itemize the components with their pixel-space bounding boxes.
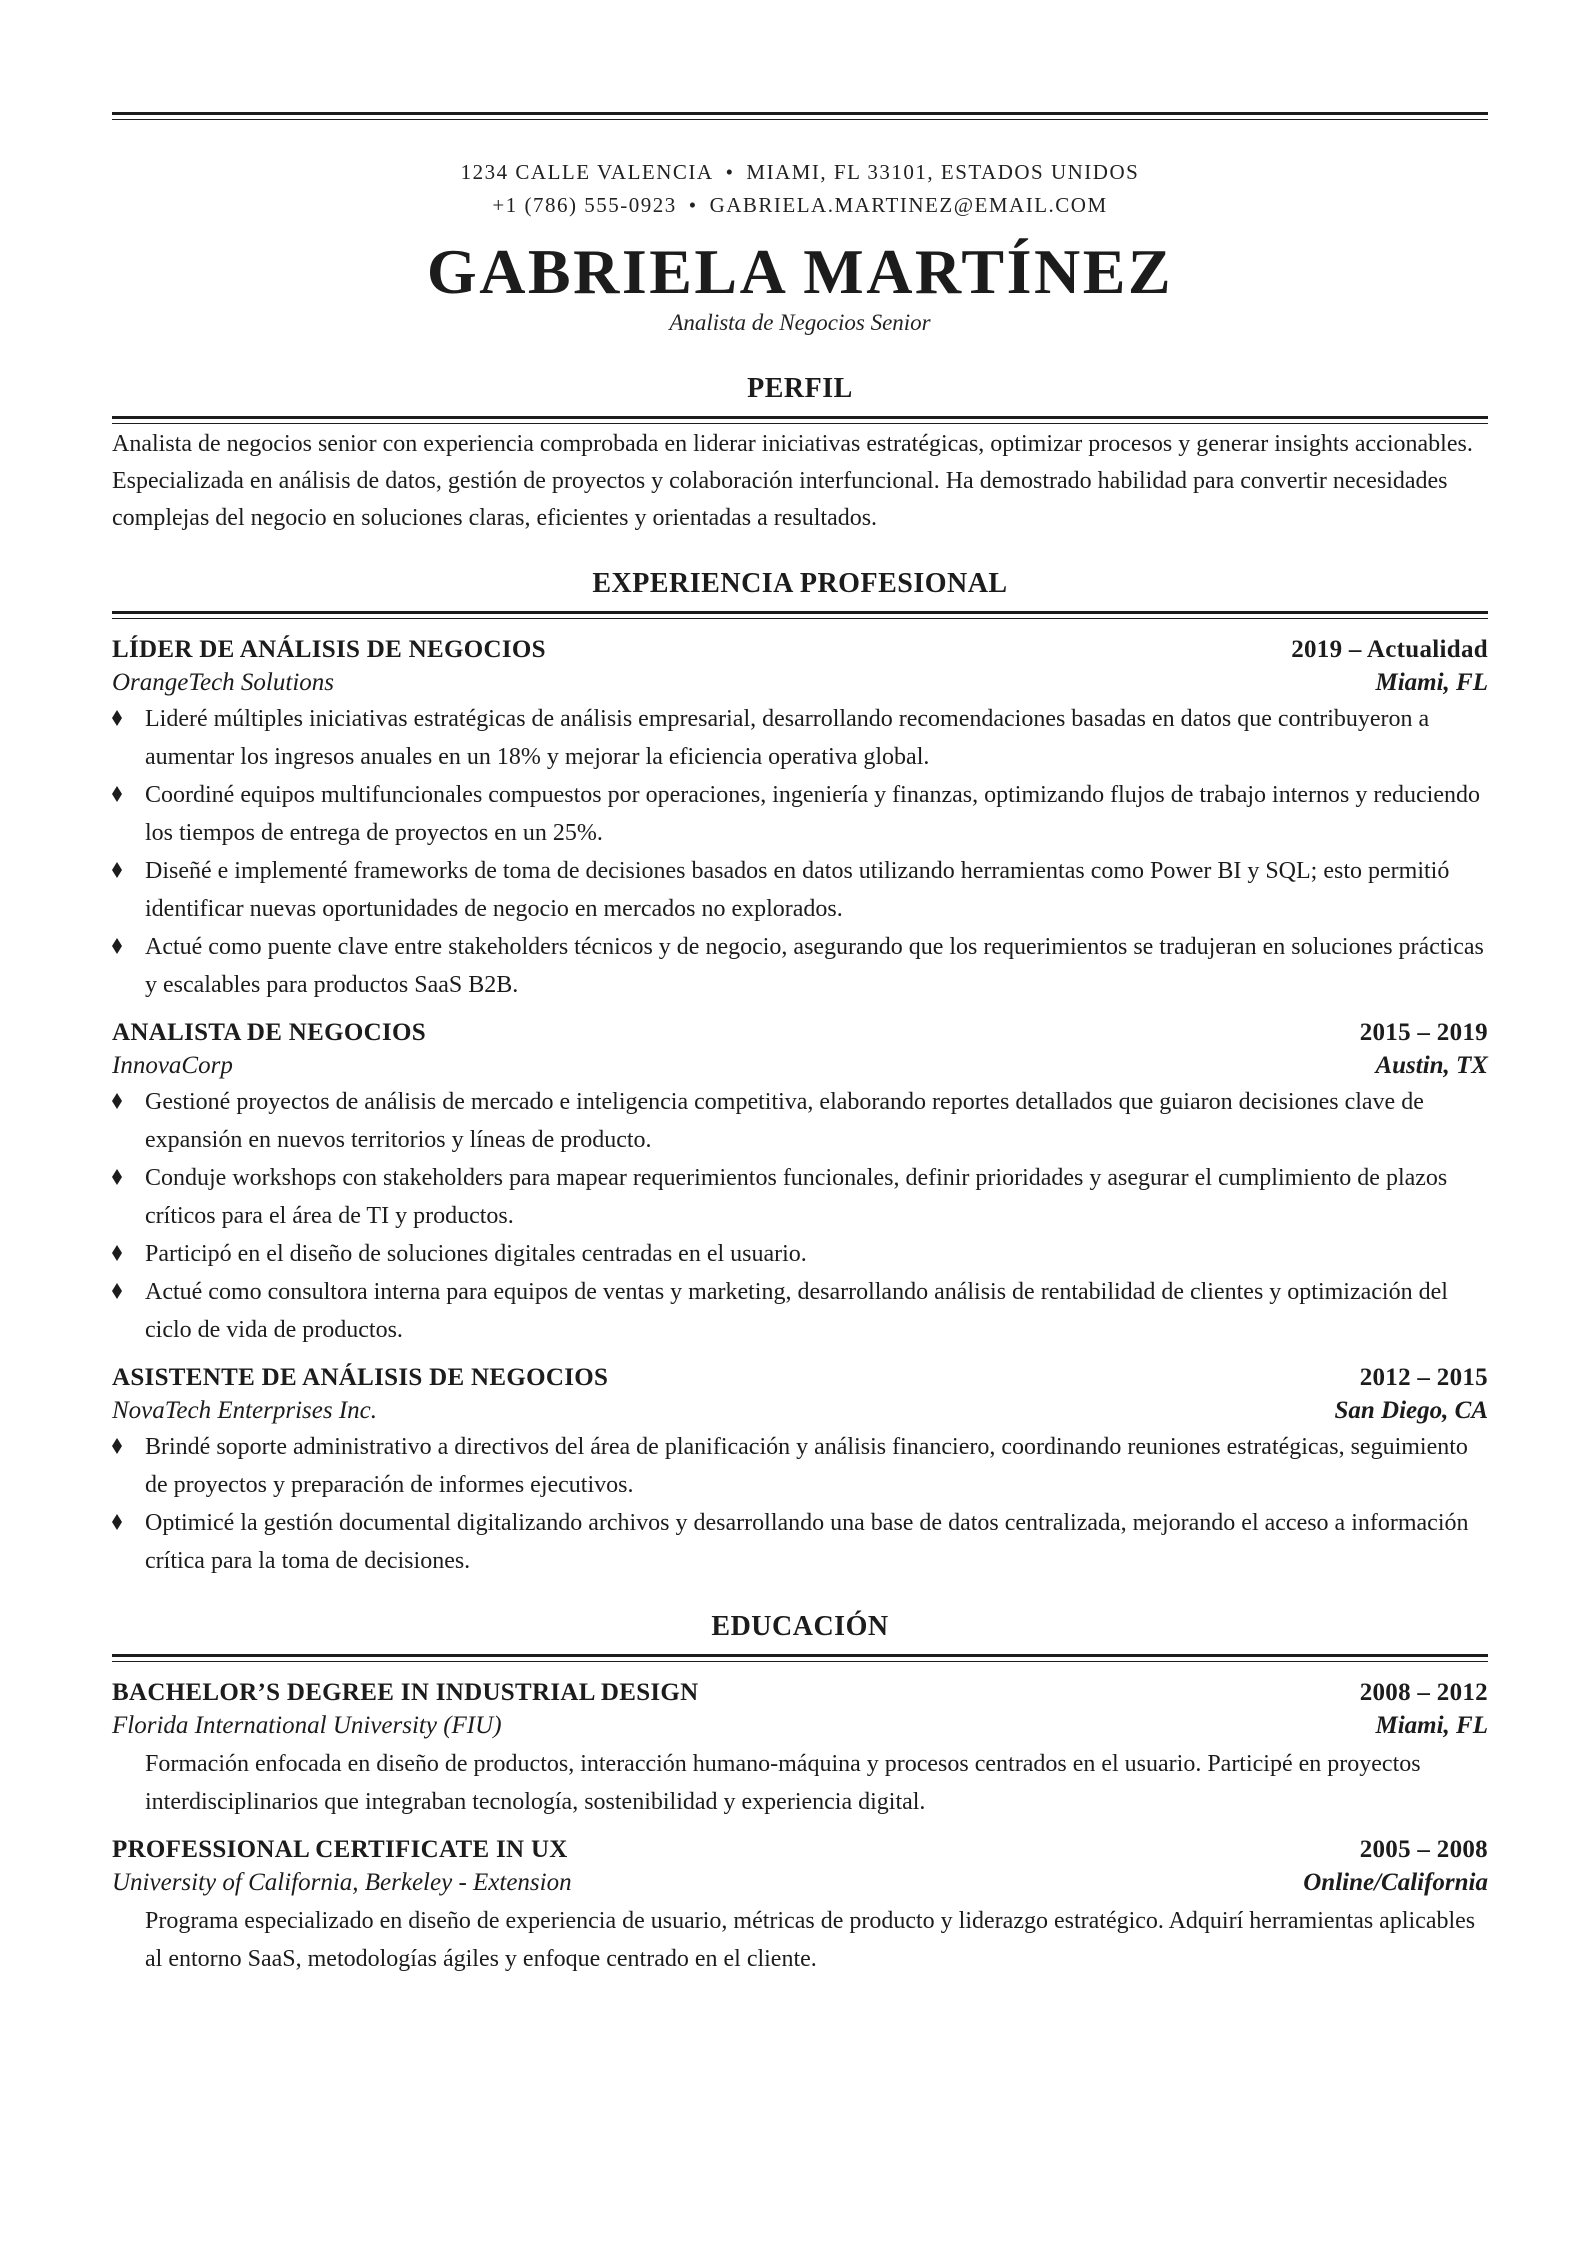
diamond-bullet-icon bbox=[112, 1093, 122, 1109]
degree-title: BACHELOR’S DEGREE IN INDUSTRIAL DESIGN bbox=[112, 1679, 699, 1706]
diamond-bullet-icon bbox=[112, 1169, 122, 1185]
bullet-text: Actué como consultora interna para equipos de ventas y marketing, desarrollando análisis de rentabilidad de clientes y optimización del ciclo de vida de productos. bbox=[145, 1279, 1448, 1343]
diamond-bullet-icon bbox=[112, 938, 122, 954]
school-name: Florida International University (FIU) bbox=[112, 1712, 502, 1739]
diamond-bullet-icon bbox=[112, 1438, 122, 1454]
section-divider bbox=[112, 611, 1488, 619]
contact-line-1 bbox=[112, 156, 1488, 189]
bullet-text: Gestioné proyectos de análisis de mercado e inteligencia competitiva, elaborando reportes detallados que guiaron decisiones clave de expansión en nuevos territorios y líneas de producto. bbox=[145, 1089, 1424, 1153]
job-dates: 2019 – Actualidad bbox=[1291, 636, 1488, 663]
diamond-bullet-icon bbox=[112, 786, 122, 802]
bullet-text: Participó en el diseño de soluciones digitales centradas en el usuario. bbox=[145, 1241, 807, 1267]
diamond-bullet-icon bbox=[112, 1283, 122, 1299]
diamond-bullet-icon bbox=[112, 1245, 122, 1261]
bullet-text: Brindé soporte administrativo a directivos del área de planificación y análisis financiero, coordinando reuniones estratégicas, seguimiento de proyectos y preparación de informes ejecutivos. bbox=[145, 1434, 1468, 1498]
diamond-bullet-icon bbox=[112, 710, 122, 726]
diamond-bullet-icon bbox=[112, 1514, 122, 1530]
list-item bbox=[112, 700, 1488, 776]
contact-info bbox=[112, 156, 1488, 222]
education-description: Programa especializado en diseño de experiencia de usuario, métricas de producto y liderazgo estratégico. Adquirí herramientas aplicables al entorno SaaS, metodologías ágiles y enfoque centrado en el cliente. bbox=[145, 1908, 1476, 1972]
list-item bbox=[112, 1428, 1488, 1504]
job-dates: 2015 – 2019 bbox=[1359, 1019, 1488, 1046]
list-item bbox=[112, 852, 1488, 928]
job-location: Miami, FL bbox=[1375, 669, 1488, 696]
section-divider bbox=[112, 416, 1488, 424]
school-location: Miami, FL bbox=[1375, 1712, 1488, 1739]
degree-title: PROFESSIONAL CERTIFICATE IN UX bbox=[112, 1836, 568, 1863]
job-title: ASISTENTE DE ANÁLISIS DE NEGOCIOS bbox=[112, 1364, 609, 1391]
profile-summary: Analista de negocios senior con experiencia comprobada en liderar iniciativas estratégicas, optimizar procesos y generar insights accionables. Especializada en análisis de datos, gestión de proyectos y colaboración interfuncional. Ha demostrado habilidad para convertir necesidades complejas del negocio en soluciones claras, eficientes y orientadas a resultados. bbox=[112, 431, 1473, 531]
education-entry bbox=[112, 1676, 1488, 1821]
job-company: NovaTech Enterprises Inc. bbox=[112, 1397, 378, 1424]
bullet-text: Coordiné equipos multifuncionales compuestos por operaciones, ingeniería y finanzas, optimizando flujos de trabajo internos y reduciendo los tiempos de entrega de proyectos en un 25%. bbox=[145, 782, 1480, 846]
job-entry bbox=[112, 1361, 1488, 1580]
contact-line-2 bbox=[112, 189, 1488, 222]
resume-page bbox=[112, 112, 1488, 1978]
job-company: OrangeTech Solutions bbox=[112, 669, 334, 696]
job-entry bbox=[112, 1016, 1488, 1349]
email: GABRIELA.MARTINEZ@EMAIL.COM bbox=[709, 193, 1108, 217]
job-location: San Diego, CA bbox=[1334, 1397, 1488, 1424]
list-item bbox=[112, 1083, 1488, 1159]
school-name: University of California, Berkeley - Extension bbox=[112, 1869, 572, 1896]
list-item bbox=[112, 1235, 1488, 1273]
phone: +1 (786) 555-0923 bbox=[492, 193, 677, 217]
job-dates: 2012 – 2015 bbox=[1359, 1364, 1488, 1391]
list-item bbox=[112, 928, 1488, 1004]
section-heading-education: EDUCACIÓN bbox=[711, 1611, 889, 1642]
separator-dot: • bbox=[725, 160, 735, 184]
education-description: Formación enfocada en diseño de productos, interacción humano-máquina y procesos centrados en el usuario. Participé en proyectos interdisciplinarios que integraban tecnología, sostenibilidad y experiencia digital. bbox=[145, 1751, 1421, 1815]
bullet-text: Diseñé e implementé frameworks de toma de decisiones basados en datos utilizando herramientas como Power BI y SQL; esto permitió identificar nuevas oportunidades de negocio en mercados no explorados. bbox=[145, 858, 1450, 922]
top-divider bbox=[112, 112, 1488, 120]
bullet-text: Conduje workshops con stakeholders para mapear requerimientos funcionales, definir prioridades y asegurar el cumplimiento de plazos críticos para el área de TI y productos. bbox=[145, 1165, 1448, 1229]
list-item bbox=[112, 1504, 1488, 1580]
separator-dot: • bbox=[688, 193, 698, 217]
address-city: MIAMI, FL 33101, ESTADOS UNIDOS bbox=[746, 160, 1140, 184]
bullet-text: Optimicé la gestión documental digitalizando archivos y desarrollando una base de datos centralizada, mejorando el acceso a información crítica para la toma de decisiones. bbox=[145, 1510, 1469, 1574]
list-item bbox=[112, 1159, 1488, 1235]
address-street: 1234 CALLE VALENCIA bbox=[460, 160, 714, 184]
section-divider bbox=[112, 1654, 1488, 1662]
section-heading-experience: EXPERIENCIA PROFESIONAL bbox=[592, 568, 1008, 599]
job-location: Austin, TX bbox=[1375, 1052, 1488, 1079]
bullet-text: Lideré múltiples iniciativas estratégicas de análisis empresarial, desarrollando recomendaciones basadas en datos que contribuyeron a aumentar los ingresos anuales en un 18% y mejorar la eficiencia operativa global. bbox=[145, 706, 1430, 770]
bullet-text: Actué como puente clave entre stakeholders técnicos y de negocio, asegurando que los requerimientos se tradujeran en soluciones prácticas y escalables para productos SaaS B2B. bbox=[145, 934, 1484, 998]
candidate-title: Analista de Negocios Senior bbox=[669, 310, 931, 335]
education-entry bbox=[112, 1833, 1488, 1978]
section-heading-profile: PERFIL bbox=[747, 373, 853, 404]
job-company: InnovaCorp bbox=[112, 1052, 233, 1079]
job-title: LÍDER DE ANÁLISIS DE NEGOCIOS bbox=[112, 636, 546, 663]
list-item bbox=[112, 776, 1488, 852]
candidate-name: GABRIELA MARTÍNEZ bbox=[426, 236, 1174, 307]
school-location: Online/California bbox=[1303, 1869, 1488, 1896]
job-title: ANALISTA DE NEGOCIOS bbox=[112, 1019, 426, 1046]
education-dates: 2005 – 2008 bbox=[1359, 1836, 1488, 1863]
diamond-bullet-icon bbox=[112, 862, 122, 878]
list-item bbox=[112, 1273, 1488, 1349]
education-dates: 2008 – 2012 bbox=[1359, 1679, 1488, 1706]
job-entry bbox=[112, 633, 1488, 1004]
